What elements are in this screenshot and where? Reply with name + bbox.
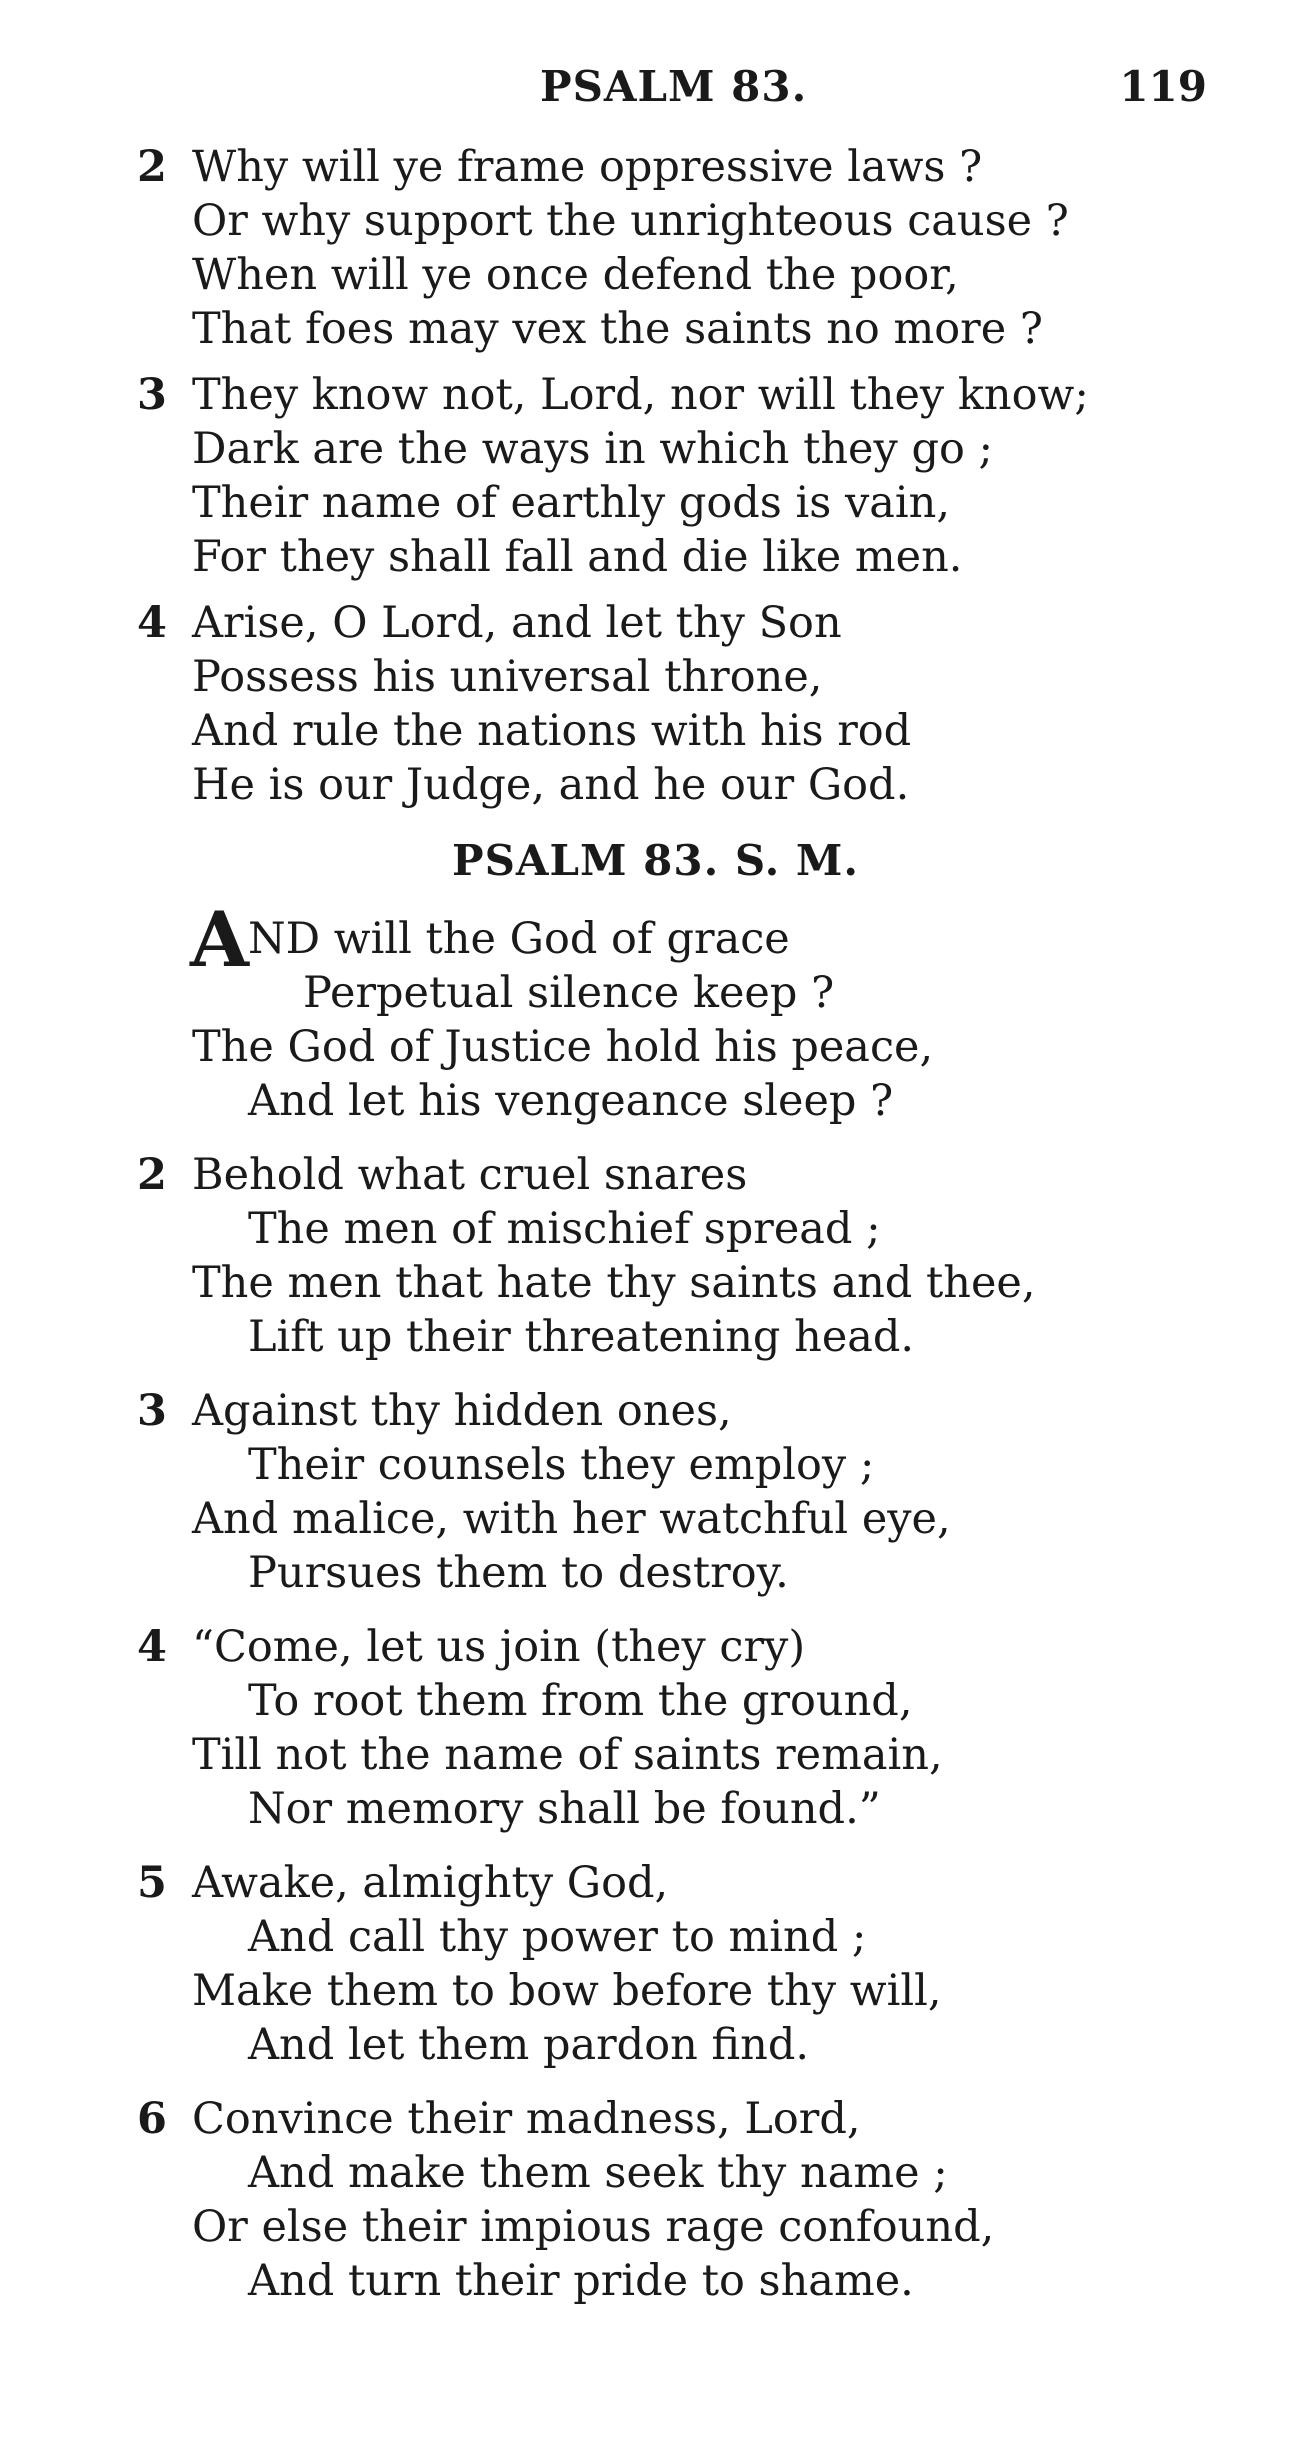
drop-cap: A: [190, 895, 249, 984]
stanza-number: 4: [137, 598, 167, 648]
verse-line: Dark are the ways in which they go ;: [192, 424, 994, 474]
verse-line: Arise, O Lord, and let thy Son: [192, 598, 842, 648]
running-title: PSALM 83.: [540, 62, 808, 111]
verse-line: And turn their pride to shame.: [248, 2256, 914, 2306]
verse-line: The men that hate thy saints and thee,: [192, 1258, 1036, 1308]
verse-line: They know not, Lord, nor will they know;: [192, 370, 1089, 420]
stanza-number: 3: [137, 370, 167, 420]
verse-line: Their name of earthly gods is vain,: [192, 478, 951, 528]
verse-line: Make them to bow before thy will,: [192, 1966, 942, 2016]
verse-line: Possess his universal throne,: [192, 652, 823, 702]
verse-line: He is our Judge, and he our God.: [192, 760, 910, 810]
stanza-number: 3: [137, 1386, 167, 1436]
verse-line: Pursues them to destroy.: [248, 1548, 789, 1598]
verse-line: When will ye once defend the poor,: [192, 250, 959, 300]
stanza-number: 4: [137, 1622, 167, 1672]
verse-line: Or why support the unrighteous cause ?: [192, 196, 1069, 246]
verse-line: The men of mischief spread ;: [248, 1204, 881, 1254]
verse-line: Convince their madness, Lord,: [192, 2094, 861, 2144]
verse-line: And let them pardon find.: [248, 2020, 810, 2070]
verse-line: Behold what cruel snares: [192, 1150, 748, 1200]
verse-line: And call thy power to mind ;: [248, 1912, 867, 1962]
verse-line: ND will the God of grace: [248, 914, 790, 964]
stanza-number: 6: [137, 2094, 167, 2144]
verse-line: And make them seek thy name ;: [248, 2148, 948, 2198]
verse-line: The God of Justice hold his peace,: [192, 1022, 934, 1072]
verse-line: And malice, with her watchful eye,: [192, 1494, 951, 1544]
stanza-number: 5: [137, 1858, 167, 1908]
verse-line: Nor memory shall be found.”: [248, 1784, 881, 1834]
page-number: 119: [1119, 62, 1207, 111]
verse-line: Awake, almighty God,: [192, 1858, 669, 1908]
verse-line: That foes may vex the saints no more ?: [192, 304, 1043, 354]
verse-line: Their counsels they employ ;: [248, 1440, 875, 1490]
verse-line: Or else their impious rage confound,: [192, 2202, 995, 2252]
verse-line: “Come, let us join (they cry): [192, 1622, 806, 1672]
verse-line: Till not the name of saints remain,: [192, 1730, 943, 1780]
stanza-number: 2: [137, 1150, 167, 1200]
verse-line: To root them from the ground,: [248, 1676, 913, 1726]
verse-line: Against thy hidden ones,: [192, 1386, 732, 1436]
verse-line: And rule the nations with his rod: [192, 706, 912, 756]
verse-line: For they shall fall and die like men.: [192, 532, 963, 582]
page-header: [0, 62, 1292, 122]
verse-line: Why will ye frame oppressive laws ?: [192, 142, 983, 192]
hymn-title: PSALM 83. S. M.: [452, 836, 860, 885]
verse-line: And let his vengeance sleep ?: [248, 1076, 894, 1126]
stanza-number: 2: [137, 142, 167, 192]
verse-line: Perpetual silence keep ?: [303, 968, 835, 1018]
verse-line: Lift up their threatening head.: [248, 1312, 915, 1362]
